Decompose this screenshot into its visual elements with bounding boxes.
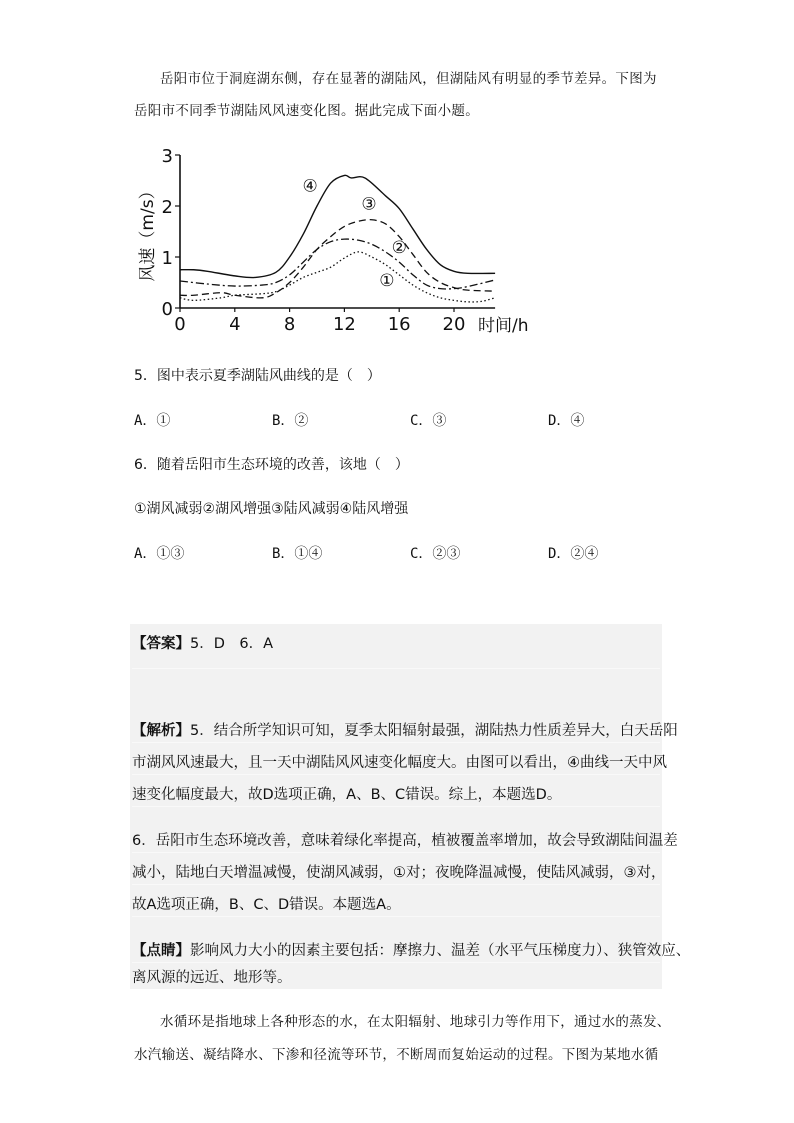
divider xyxy=(132,774,660,775)
answer-text: 5．D 6．A xyxy=(190,636,274,652)
analysis-tag: 【解析】 xyxy=(132,723,190,739)
series-line-dash-dot xyxy=(180,239,495,289)
q6-option-a[interactable]: A．①③ xyxy=(134,546,185,562)
x-tick-label: 8 xyxy=(283,314,296,335)
q5-option-d[interactable]: D．④ xyxy=(548,413,585,429)
x-tick-label: 16 xyxy=(387,314,411,335)
analysis-line-4: 6．岳阳市生态环境改善，意味着绿化率提高，植被覆盖率增加，故会导致湖陆间温差 xyxy=(132,833,678,849)
curve-label: ① xyxy=(379,270,395,291)
wind-speed-chart xyxy=(0,0,794,360)
q6-option-b[interactable]: B．①④ xyxy=(272,546,323,562)
y-tick-label: 0 xyxy=(161,299,173,320)
chart-axes xyxy=(162,146,496,335)
x-axis-label: 时间/h xyxy=(478,316,529,336)
q6-option-c[interactable]: C．②③ xyxy=(410,546,461,562)
intro-line-2: 岳阳市不同季节湖陆风风速变化图。据此完成下面小题。 xyxy=(134,103,479,119)
next-intro-line-1: 水循环是指地球上各种形态的水，在太阳辐射、地球引力等作用下，通过水的蒸发、 xyxy=(160,1014,671,1030)
analysis-line-6: 故A选项正确，B、C、D错误。本题选A。 xyxy=(132,897,401,913)
tip-line-2: 离风源的远近、地形等。 xyxy=(132,970,292,986)
question-6-stem: 6．随着岳阳市生态环境的改善，该地（ ） xyxy=(134,457,409,473)
tip-text: 影响风力大小的因素主要包括：摩擦力、温差（水平气压梯度力）、狭管效应、 xyxy=(190,943,691,959)
tip-line-1 xyxy=(132,939,690,960)
analysis-line-2: 市湖风风速最大，且一天中湖陆风风速变化幅度大。由图可以看出，④曲线一天中风 xyxy=(132,755,667,771)
analysis-line-5: 减小，陆地白天增温减慢，使湖风减弱，①对；夜晚降温减慢，使陆风减弱，③对， xyxy=(132,865,666,881)
divider xyxy=(132,962,660,963)
divider xyxy=(132,668,660,669)
chart-series xyxy=(180,175,495,302)
next-intro-line-2: 水汽输送、凝结降水、下渗和径流等环节，不断周而复始运动的过程。下图为某地水循 xyxy=(134,1047,659,1063)
tip-tag: 【点睛】 xyxy=(132,943,190,959)
y-axis-label: 风速（m/s） xyxy=(138,182,158,282)
q5-option-c[interactable]: C．③ xyxy=(410,413,447,429)
question-5-stem: 5．图中表示夏季湖陆风曲线的是（ ） xyxy=(134,368,381,384)
series-line-dashed xyxy=(180,220,495,298)
curve-label: ④ xyxy=(302,176,318,197)
x-tick-label: 0 xyxy=(174,314,186,335)
analysis-text: 5．结合所学知识可知，夏季太阳辐射最强，湖陆热力性质差异大，白天岳阳 xyxy=(190,723,678,739)
analysis-line-3: 速变化幅度最大，故D选项正确，A、B、C错误。综上，本题选D。 xyxy=(132,787,562,803)
divider xyxy=(132,742,660,743)
divider xyxy=(132,852,660,853)
q5-option-a[interactable]: A．① xyxy=(134,413,171,429)
q5-option-b[interactable]: B．② xyxy=(272,413,309,429)
curve-label: ② xyxy=(391,237,407,258)
x-tick-label: 12 xyxy=(332,314,356,335)
answer-tag: 【答案】 xyxy=(132,636,190,652)
x-tick-label: 20 xyxy=(442,314,466,335)
answer-line xyxy=(132,632,273,653)
question-6-statements: ①湖风减弱②湖风增强③陆风减弱④陆风增强 xyxy=(134,501,409,517)
divider xyxy=(132,884,660,885)
q6-option-d[interactable]: D．②④ xyxy=(548,546,599,562)
divider xyxy=(132,806,660,807)
divider xyxy=(132,916,660,917)
chart-labels xyxy=(303,177,407,291)
y-tick-label: 2 xyxy=(161,197,173,218)
y-tick-label: 3 xyxy=(161,146,173,167)
curve-label: ③ xyxy=(361,194,377,215)
intro-line-1: 岳阳市位于洞庭湖东侧，存在显著的湖陆风，但湖陆风有明显的季节差异。下图为 xyxy=(160,71,657,87)
x-tick-label: 4 xyxy=(229,314,241,335)
series-line-dotted xyxy=(180,252,495,302)
analysis-line-1 xyxy=(132,719,678,740)
y-tick-label: 1 xyxy=(161,248,173,269)
